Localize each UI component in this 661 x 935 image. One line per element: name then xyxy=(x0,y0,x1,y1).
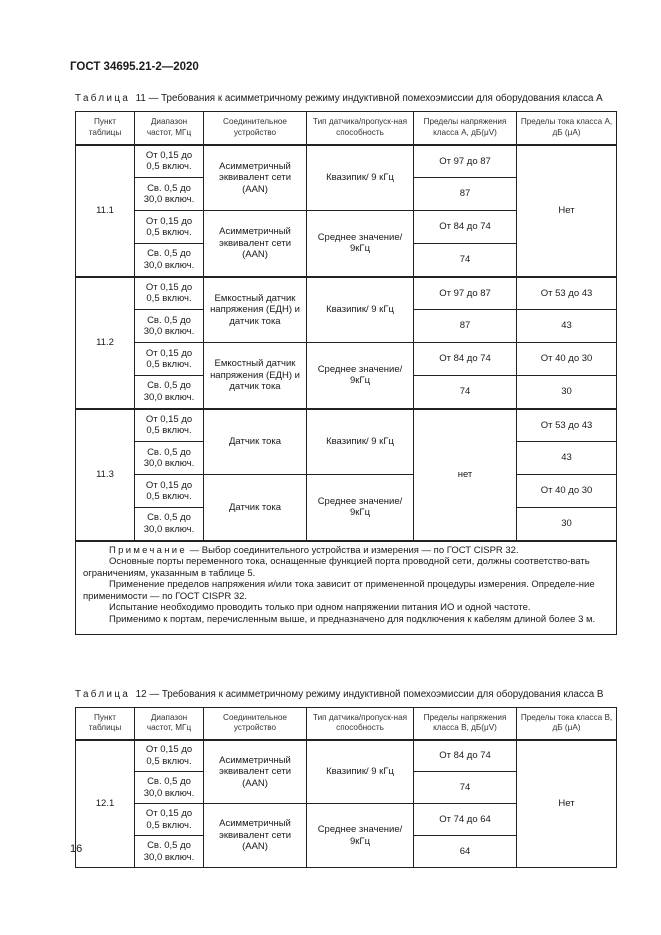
current-limit-cell: 43 xyxy=(517,442,617,475)
table-row xyxy=(76,343,617,376)
column-header: Пределы тока класса А, дБ (μA) xyxy=(517,112,617,145)
coupling-device-cell: Емкостный датчик напряжения (ЕДН) и датчик тока xyxy=(204,277,307,343)
frequency-range-cell: От 0,15 до 0,5 включ. xyxy=(135,804,204,836)
frequency-range-cell: От 0,15 до 0,5 включ. xyxy=(135,343,204,376)
coupling-device-cell: Асимметричный эквивалент сети (ААN) xyxy=(204,145,307,211)
table-11 xyxy=(75,111,617,635)
coupling-device-cell: Асимметричный эквивалент сети (ААN) xyxy=(204,211,307,277)
column-header: Соединительное устройство xyxy=(204,112,307,145)
column-header: Тип датчика/пропуск-ная способность xyxy=(307,708,414,740)
item-number-cell: 12.1 xyxy=(76,740,135,868)
voltage-limit-cell: 64 xyxy=(414,836,517,868)
frequency-range-cell: От 0,15 до 0,5 включ. xyxy=(135,740,204,772)
note-first-line xyxy=(83,545,609,557)
frequency-range-cell: Св. 0,5 до 30,0 включ. xyxy=(135,178,204,211)
detector-type-cell: Среднее значение/ 9кГц xyxy=(307,804,414,868)
column-header: Пункт таблицы xyxy=(76,112,135,145)
frequency-range-cell: Св. 0,5 до 30,0 включ. xyxy=(135,772,204,804)
table-11-caption xyxy=(75,93,603,104)
voltage-limit-cell: От 84 до 74 xyxy=(414,740,517,772)
frequency-range-cell: Св. 0,5 до 30,0 включ. xyxy=(135,310,204,343)
current-limit-cell: 43 xyxy=(517,310,617,343)
current-limit-cell: Нет xyxy=(517,740,617,868)
current-limit-cell: Нет xyxy=(517,145,617,277)
note-paragraph: Испытание необходимо проводить только при одном напряжении питания ИО и одной частоте. xyxy=(109,602,531,613)
voltage-limit-cell: 87 xyxy=(414,178,517,211)
detector-type-cell: Квазипик/ 9 кГц xyxy=(307,409,414,475)
column-header: Диапазон частот, МГц xyxy=(135,708,204,740)
note-label: Примечание xyxy=(109,544,187,556)
table-11-caption-number: 11 xyxy=(135,93,146,104)
voltage-limit-cell: От 74 до 64 xyxy=(414,804,517,836)
frequency-range-cell: От 0,15 до 0,5 включ. xyxy=(135,211,204,244)
frequency-range-cell: Св. 0,5 до 30,0 включ. xyxy=(135,442,204,475)
current-limit-cell: 30 xyxy=(517,508,617,541)
column-header: Диапазон частот, МГц xyxy=(135,112,204,145)
column-header: Пункт таблицы xyxy=(76,708,135,740)
voltage-limit-cell: 74 xyxy=(414,244,517,277)
voltage-limit-cell: От 84 до 74 xyxy=(414,211,517,244)
table-row xyxy=(76,475,617,508)
standard-header: ГОСТ 34695.21-2—2020 xyxy=(70,61,199,73)
table-12-caption-number: 12 xyxy=(135,689,147,700)
note-paragraph: Применимо к портам, перечисленным выше, и предназначено для подключения к кабелям длиной более 3 м. xyxy=(109,613,596,625)
current-limit-cell: От 40 до 30 xyxy=(517,475,617,508)
frequency-range-cell: Св. 0,5 до 30,0 включ. xyxy=(135,376,204,409)
frequency-range-cell: Св. 0,5 до 30,0 включ. xyxy=(135,244,204,277)
frequency-range-cell: Св. 0,5 до 30,0 включ. xyxy=(135,836,204,868)
table-11-caption-title: — Требования к асимметричному режиму индуктивной помехоэмиссии для оборудования класса А xyxy=(148,93,603,104)
voltage-limit-cell: От 97 до 87 xyxy=(414,277,517,310)
detector-type-cell: Квазипик/ 9 кГц xyxy=(307,145,414,211)
current-limit-cell: От 53 до 43 xyxy=(517,409,617,442)
item-number-cell: 11.3 xyxy=(76,409,135,541)
table-11-caption-label: Таблица xyxy=(75,93,131,104)
voltage-limit-cell: От 97 до 87 xyxy=(414,145,517,178)
coupling-device-cell: Емкостный датчик напряжения (ЕДН) и датчик тока xyxy=(204,343,307,409)
current-limit-cell: 30 xyxy=(517,376,617,409)
table-11-note-row xyxy=(76,541,617,635)
item-number-cell: 11.1 xyxy=(76,145,135,277)
voltage-limit-cell: нет xyxy=(414,409,517,541)
table-12 xyxy=(75,707,617,868)
column-header: Пределы напряжения класса В, дБ(μV) xyxy=(414,708,517,740)
coupling-device-cell: Асимметричный эквивалент сети (ААN) xyxy=(204,804,307,868)
detector-type-cell: Квазипик/ 9 кГц xyxy=(307,740,414,804)
detector-type-cell: Среднее значение/ 9кГц xyxy=(307,475,414,541)
detector-type-cell: Квазипик/ 9 кГц xyxy=(307,277,414,343)
column-header: Пределы напряжения класса А, дБ(μV) xyxy=(414,112,517,145)
frequency-range-cell: Св. 0,5 до 30,0 включ. xyxy=(135,508,204,541)
coupling-device-cell: Датчик тока xyxy=(204,475,307,541)
table-11-header-row xyxy=(76,112,617,145)
item-number-cell: 11.2 xyxy=(76,277,135,409)
table-row xyxy=(76,277,617,310)
table-row xyxy=(76,740,617,772)
voltage-limit-cell: 74 xyxy=(414,772,517,804)
frequency-range-cell: От 0,15 до 0,5 включ. xyxy=(135,145,204,178)
table-11-note xyxy=(76,541,617,635)
frequency-range-cell: От 0,15 до 0,5 включ. xyxy=(135,277,204,310)
voltage-limit-cell: 74 xyxy=(414,376,517,409)
note-paragraph: Основные порты переменного тока, оснащенные функцией порта проводной сети, должны соответство-вать ограничениям, указанным в таблице 5. xyxy=(83,556,590,579)
column-header: Тип датчика/пропуск-ная способность xyxy=(307,112,414,145)
note-paragraph: Применение пределов напряжения и/или тока зависит от примененной процедуры измерения. Определе-ние применимости — по ГОСТ CISPR 32. xyxy=(83,579,595,602)
detector-type-cell: Среднее значение/ 9кГц xyxy=(307,211,414,277)
voltage-limit-cell: 87 xyxy=(414,310,517,343)
voltage-limit-cell: От 84 до 74 xyxy=(414,343,517,376)
table-row xyxy=(76,409,617,442)
current-limit-cell: От 40 до 30 xyxy=(517,343,617,376)
table-12-header-row xyxy=(76,708,617,740)
current-limit-cell: От 53 до 43 xyxy=(517,277,617,310)
table-row xyxy=(76,145,617,178)
table-12-caption-title: — Требования к асимметричному режиму индуктивной помехоэмиссии для оборудования класса В xyxy=(149,689,604,700)
detector-type-cell: Среднее значение/ 9кГц xyxy=(307,343,414,409)
page-number: 16 xyxy=(70,843,83,855)
frequency-range-cell: От 0,15 до 0,5 включ. xyxy=(135,475,204,508)
coupling-device-cell: Датчик тока xyxy=(204,409,307,475)
column-header: Пределы тока класса В, дБ (μA) xyxy=(517,708,617,740)
column-header: Соединительное устройство xyxy=(204,708,307,740)
table-12-caption-label: Таблица xyxy=(75,689,131,700)
coupling-device-cell: Асимметричный эквивалент сети (ААN) xyxy=(204,740,307,804)
table-12-caption xyxy=(75,689,603,700)
note-first-text: — Выбор соединительного устройства и измерения — по ГОСТ CISPR 32. xyxy=(189,544,519,556)
frequency-range-cell: От 0,15 до 0,5 включ. xyxy=(135,409,204,442)
